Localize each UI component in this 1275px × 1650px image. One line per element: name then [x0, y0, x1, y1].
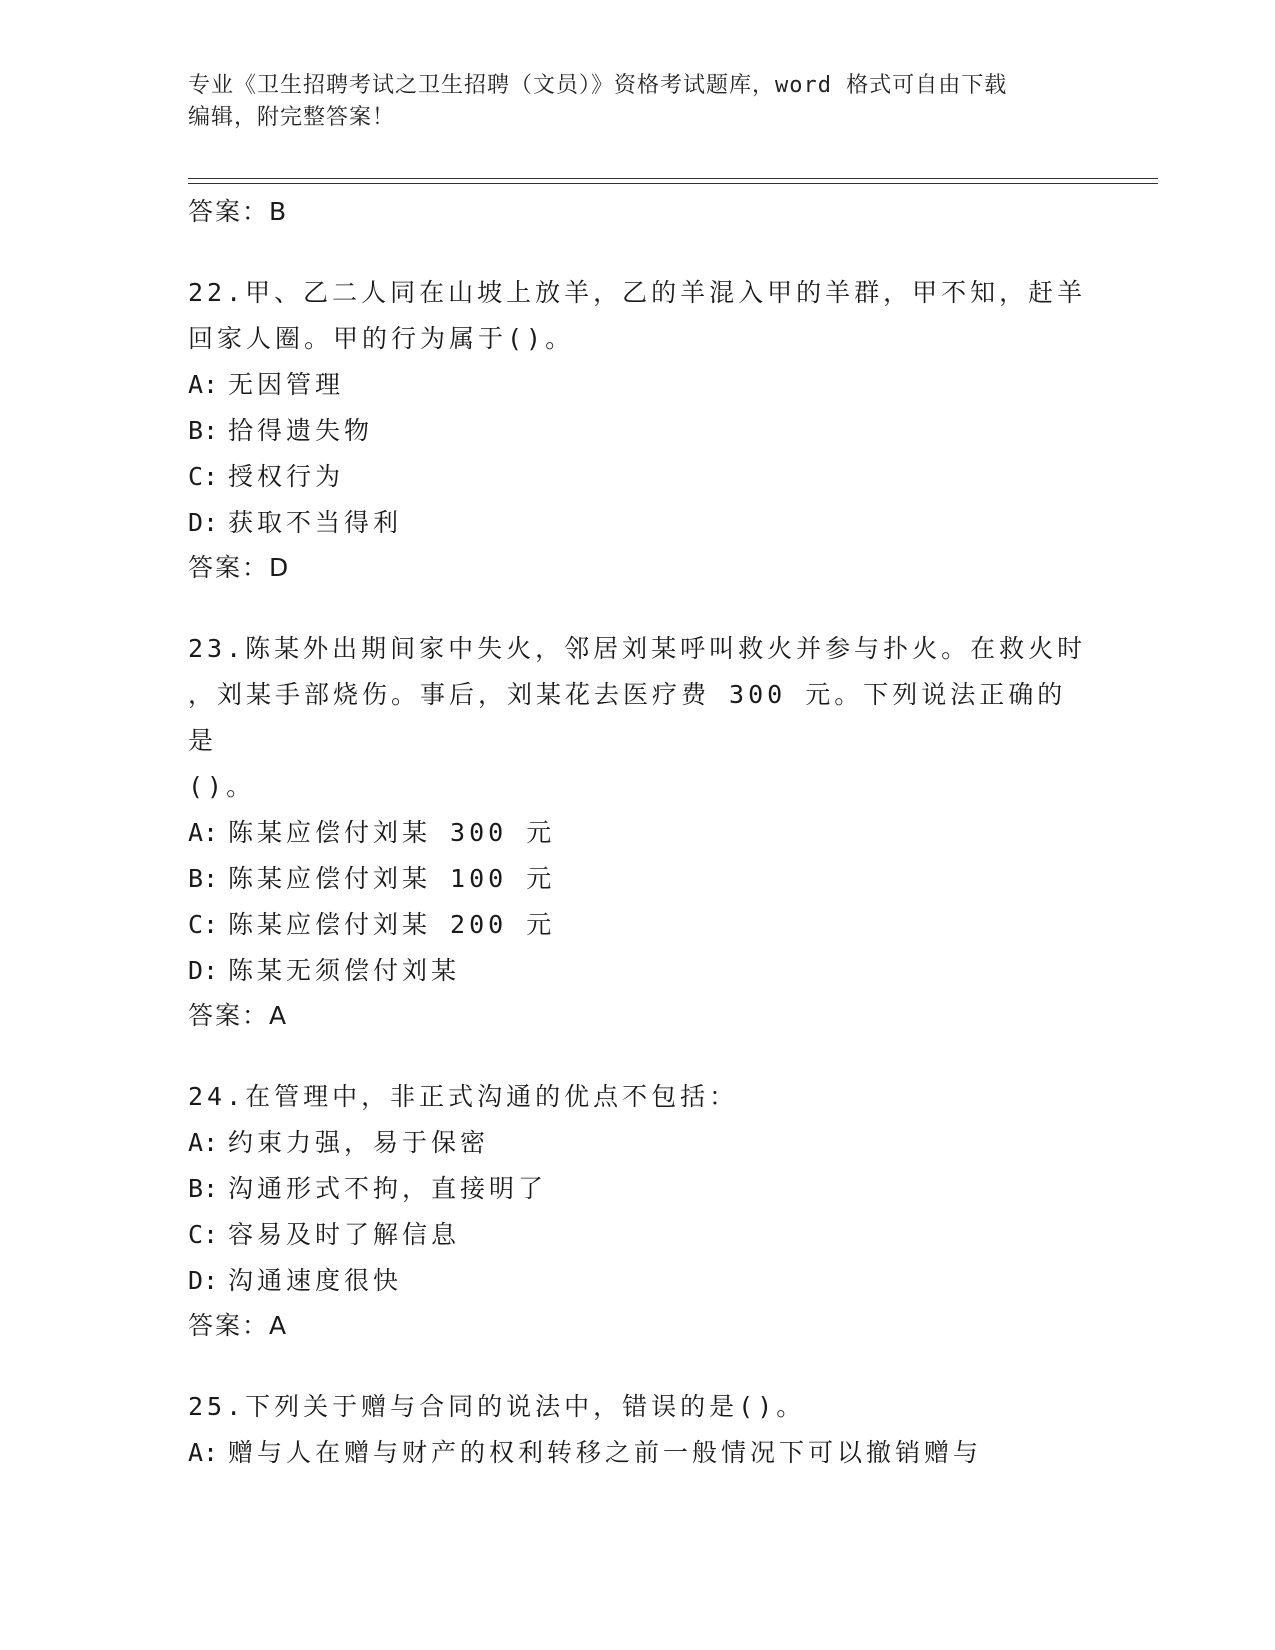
- header-divider: [188, 178, 1158, 184]
- option-key: C:: [188, 1220, 219, 1249]
- answer-line: [188, 190, 1088, 234]
- option-a: [188, 810, 1088, 856]
- option-key: C:: [188, 910, 219, 939]
- question-text: 23.陈某外出期间家中失火，邻居刘某呼叫救火并参与扑火。在救火时 ，刘某手部烧伤。事后，刘某花去医疗费 300 元。下列说法正确的是 ()。: [188, 634, 1087, 801]
- answer-label: 答案：: [188, 197, 270, 226]
- question-22: [188, 270, 1088, 590]
- option-c: [188, 454, 1088, 500]
- option-key: D:: [188, 1266, 219, 1295]
- option-text: 授权行为: [228, 462, 345, 491]
- question-23: [188, 626, 1088, 1038]
- option-b: [188, 856, 1088, 902]
- document-page: [188, 0, 1168, 1650]
- option-text: 沟通速度很快: [228, 1266, 403, 1295]
- question-text: 25.下列关于赠与合同的说法中，错误的是()。: [188, 1392, 806, 1421]
- option-text: 陈某应偿付刘某 200 元: [228, 910, 556, 939]
- option-key: A:: [188, 818, 219, 847]
- option-text: 容易及时了解信息: [228, 1220, 461, 1249]
- answer-value: D: [269, 553, 290, 582]
- answer-line: [188, 994, 1088, 1038]
- option-key: A:: [188, 1128, 219, 1157]
- option-key: A:: [188, 1438, 219, 1467]
- option-c: [188, 1212, 1088, 1258]
- header-text: 专业《卫生招聘考试之卫生招聘（文员）》资格考试题库，word 格式可自由下载 编辑，附完整答案！: [188, 73, 1008, 130]
- question-text: 22.甲、乙二人同在山坡上放羊，乙的羊混入甲的羊群，甲不知，赶羊 回家人圈。甲的行为属于()。: [188, 278, 1087, 353]
- option-key: D:: [188, 508, 219, 537]
- option-b: [188, 408, 1088, 454]
- answer-line: [188, 546, 1088, 590]
- option-text: 赠与人在赠与财产的权利转移之前一般情况下可以撤销赠与: [228, 1438, 983, 1467]
- answer-value: A: [269, 1001, 288, 1030]
- option-text: 陈某无须偿付刘某: [228, 956, 461, 985]
- option-key: D:: [188, 956, 219, 985]
- option-key: B:: [188, 1174, 219, 1203]
- answer-value: B: [269, 197, 288, 226]
- option-key: B:: [188, 416, 219, 445]
- question-25: [188, 1384, 1088, 1476]
- option-text: 陈某应偿付刘某 100 元: [228, 864, 556, 893]
- option-d: [188, 500, 1088, 546]
- question-list: [188, 190, 1088, 1476]
- question-text: 24.在管理中，非正式沟通的优点不包括：: [188, 1082, 739, 1111]
- option-a: [188, 1120, 1088, 1166]
- option-text: 陈某应偿付刘某 300 元: [228, 818, 556, 847]
- page-header: [188, 70, 1088, 134]
- answer-label: 答案：: [188, 1001, 270, 1030]
- option-text: 沟通形式不拘，直接明了: [228, 1174, 548, 1203]
- answer-label: 答案：: [188, 1311, 270, 1340]
- answer-line: [188, 1304, 1088, 1348]
- question-24: [188, 1074, 1088, 1348]
- option-key: A:: [188, 370, 219, 399]
- option-text: 获取不当得利: [228, 508, 403, 537]
- option-c: [188, 902, 1088, 948]
- answer-value: A: [269, 1311, 288, 1340]
- option-key: C:: [188, 462, 219, 491]
- option-d: [188, 948, 1088, 994]
- option-b: [188, 1166, 1088, 1212]
- option-key: B:: [188, 864, 219, 893]
- option-text: 约束力强，易于保密: [228, 1128, 490, 1157]
- option-a: [188, 1430, 1088, 1476]
- option-text: 无因管理: [228, 370, 345, 399]
- option-a: [188, 362, 1088, 408]
- answer-label: 答案：: [188, 553, 270, 582]
- option-d: [188, 1258, 1088, 1304]
- option-text: 拾得遗失物: [228, 416, 374, 445]
